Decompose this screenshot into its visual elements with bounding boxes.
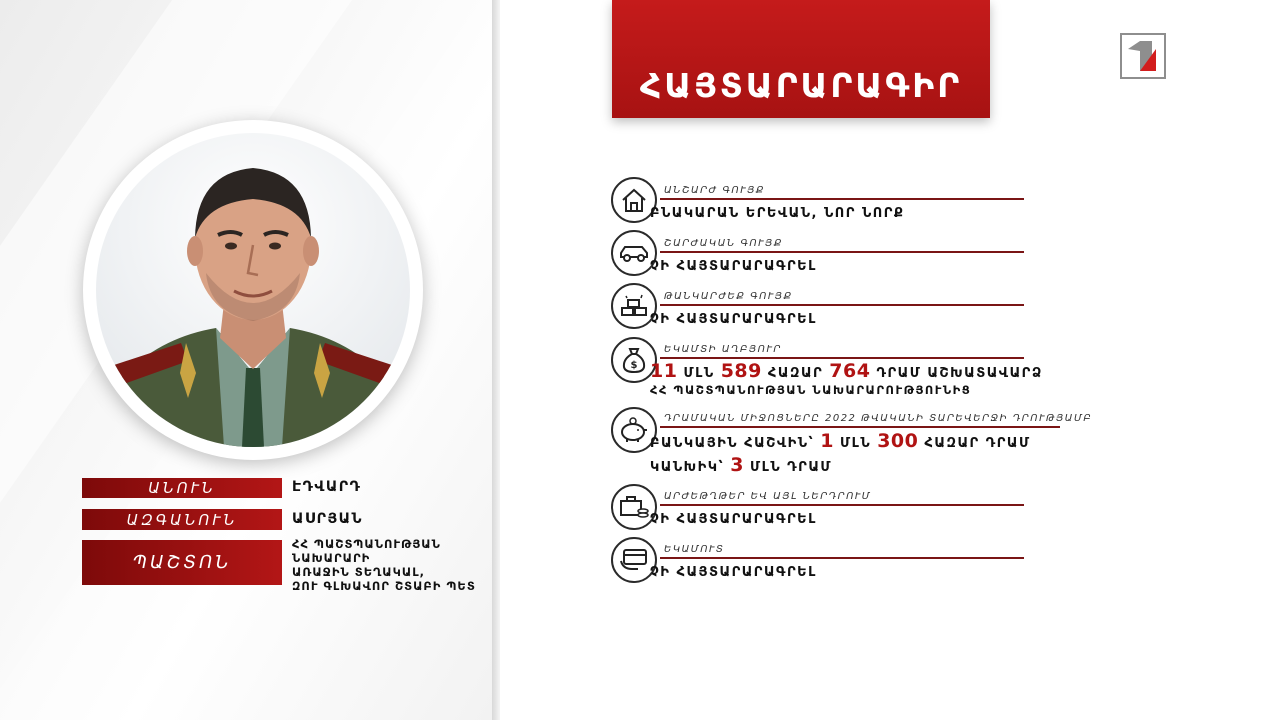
title-banner: [612, 0, 990, 118]
officer-portrait-icon: [96, 133, 410, 447]
item-divider: [660, 251, 1024, 253]
portrait-photo: [96, 133, 410, 447]
income-number: 764: [829, 360, 871, 382]
income-word: ՄԼՆ: [683, 366, 715, 381]
item-caption: ԴՐԱՄԱԿԱՆ ՄԻՋՈՑՆԵՐԸ 2022 ԹՎԱԿԱՆԻ ՏԱՐԵՎԵՐՋԻ ԴՐՈՒԹՅԱՄԲ: [664, 413, 1093, 424]
item-caption: ՇԱՐԺԱԿԱՆ ԳՈՒՅՔ: [664, 238, 783, 249]
item-caption: ԱՐԺԵԹՂԹԵՐ ԵՎ ԱՅԼ ՆԵՐԴՐՈՒՄ: [664, 491, 872, 502]
bank-word: ՀԱԶԱՐ ԴՐԱՄ: [924, 436, 1031, 451]
channel-one-logo-icon: [1122, 35, 1164, 77]
cash-line: [650, 454, 832, 476]
item-value: ՉԻ ՀԱՅՏԱՐԱՐԱԳՐԵԼ: [650, 512, 817, 527]
item-value: ՉԻ ՀԱՅՏԱՐԱՐԱԳՐԵԼ: [650, 259, 817, 274]
item-divider: [660, 504, 1024, 506]
income-word: ԴՐԱՄ ԱՇԽԱՏԱՎԱՐՁ: [876, 366, 1043, 381]
first-name-label: ԱՆՈՒՆ: [82, 478, 282, 498]
item-value: ՉԻ ՀԱՅՏԱՐԱՐԱԳՐԵԼ: [650, 312, 817, 327]
page-title: ՀԱՅՏԱՐԱՐԱԳԻՐ: [639, 66, 963, 105]
income-number: 11: [650, 360, 678, 382]
item-caption: ԹԱՆԿԱՐԺԵՔ ԳՈՒՅՔ: [664, 291, 793, 302]
item-caption: ԱՆՇԱՐԺ ԳՈՒՅՔ: [664, 185, 765, 196]
position-line: ՆԱԽԱՐԱՐԻ: [292, 551, 371, 565]
bank-word: ՄԼՆ: [839, 436, 872, 451]
position-value: [292, 537, 476, 593]
item-value: ՉԻ ՀԱՅՏԱՐԱՐԱԳՐԵԼ: [650, 565, 817, 580]
item-divider: [660, 426, 1060, 428]
income-number: 589: [720, 360, 762, 382]
cash-prefix: ԿԱՆԽԻԿ՝: [650, 460, 725, 475]
bank-line: [650, 430, 1031, 452]
channel-logo: [1120, 33, 1166, 79]
first-name-value: ԷԴՎԱՐԴ: [292, 479, 362, 495]
item-divider: [660, 557, 1024, 559]
income-line: [650, 360, 1043, 382]
page-divider: [492, 0, 500, 720]
item-caption: ԵԿԱՄՈՒՏ: [664, 544, 725, 555]
cash-word: ՄԼՆ ԴՐԱՄ: [749, 460, 833, 475]
position-line: ԱՌԱՋԻՆ ՏԵՂԱԿԱԼ,: [292, 565, 426, 579]
bank-number: 300: [877, 430, 919, 452]
position-label: ՊԱՇՏՈՆ: [82, 540, 282, 585]
position-line: ՀՀ ՊԱՇՏՊԱՆՈՒԹՅԱՆ: [292, 537, 441, 551]
bank-number: 1: [820, 430, 834, 452]
item-caption: ԵԿԱՄՏԻ ԱՂԲՅՈՒՐ: [664, 344, 782, 355]
cash-number: 3: [730, 454, 744, 476]
income-word: ՀԱԶԱՐ: [767, 366, 824, 381]
bank-prefix: ԲԱՆԿԱՅԻՆ ՀԱՇՎԻՆ՝: [650, 436, 815, 451]
logo-text: 1: [1122, 35, 1123, 36]
item-divider: [660, 198, 1024, 200]
last-name-label: ԱԶԳԱՆՈՒՆ: [82, 509, 282, 530]
item-value: ԲՆԱԿԱՐԱՆ ԵՐԵՎԱՆ, ՆՈՐ ՆՈՐՔ: [650, 206, 905, 221]
position-line: ԶՈՒ ԳԼԽԱՎՈՐ ՇՏԱԲԻ ՊԵՏ: [292, 579, 476, 593]
svg-text:$: $: [630, 360, 638, 371]
item-divider: [660, 357, 1024, 359]
last-name-value: ԱՍՐՅԱՆ: [292, 511, 363, 527]
portrait-frame: [83, 120, 423, 460]
income-source: ՀՀ ՊԱՇՏՊԱՆՈՒԹՅԱՆ ՆԱԽԱՐԱՐՈՒԹՅՈՒՆԻՑ: [650, 383, 972, 397]
item-divider: [660, 304, 1024, 306]
